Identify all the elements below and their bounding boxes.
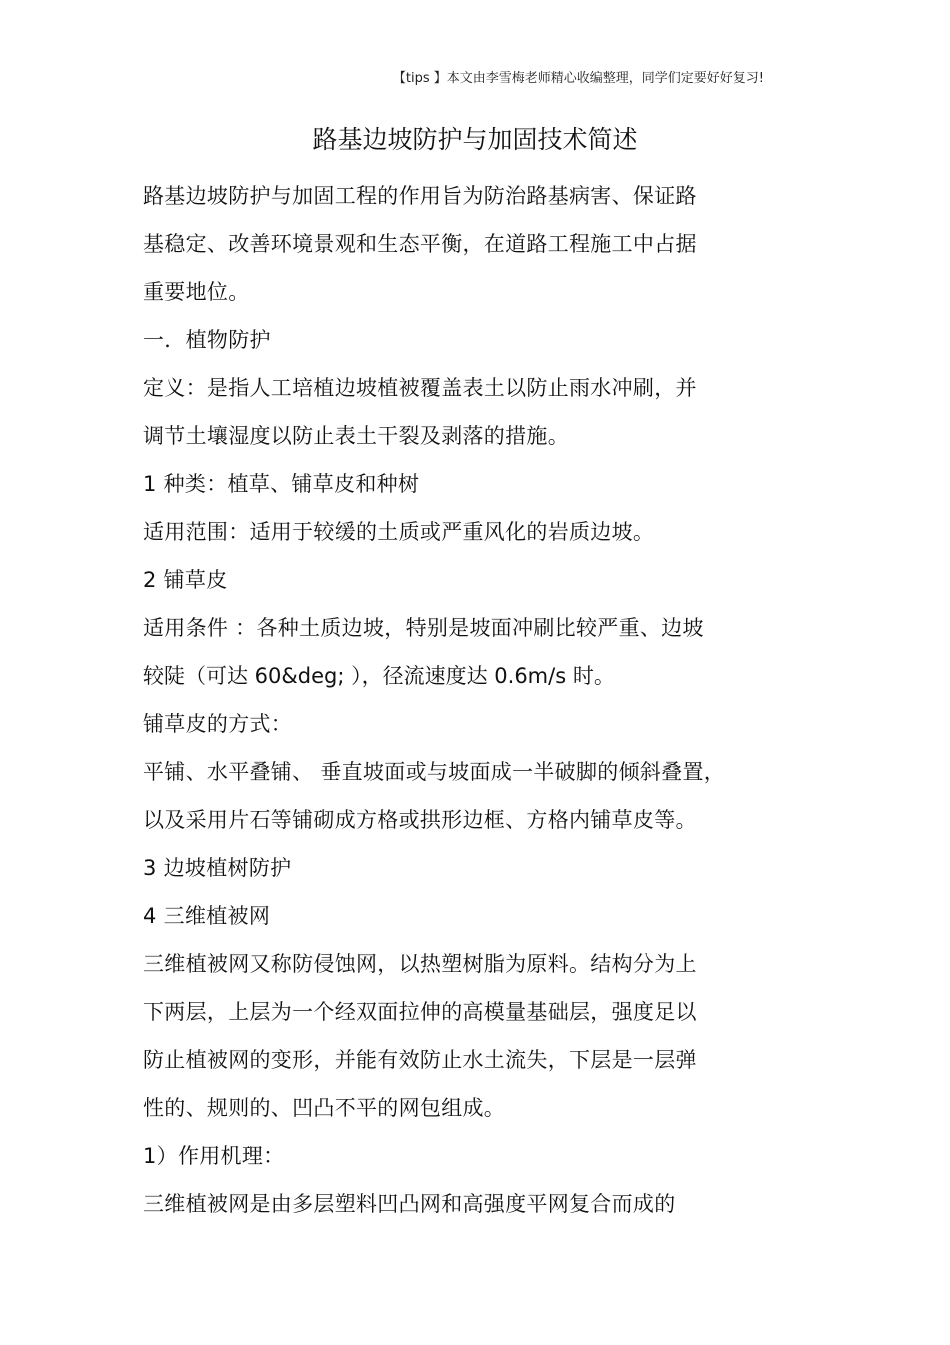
document-title: 路基边坡防护与加固技术简述 — [312, 125, 638, 154]
subsection-heading: 1 种类：植草、铺草皮和种树 — [143, 472, 420, 496]
paragraph-line: 铺草皮的方式： — [143, 712, 293, 736]
section-heading: 一．植物防护 — [143, 328, 271, 352]
paragraph-line: 基稳定、改善环境景观和生态平衡，在道路工程施工中占据 — [143, 232, 697, 256]
paragraph-line: 三维植被网又称防侵蚀网，以热塑树脂为原料。结构分为上 — [143, 952, 697, 976]
paragraph-line: 定义：是指人工培植边坡植被覆盖表土以防止雨水冲刷，并 — [143, 376, 697, 400]
paragraph-line: 三维植被网是由多层塑料凹凸网和高强度平网复合而成的 — [143, 1192, 676, 1216]
paragraph-line: 性的、规则的、凹凸不平的网包组成。 — [143, 1096, 506, 1120]
paragraph-line: 下两层，上层为一个经双面拉伸的高模量基础层，强度足以 — [143, 1000, 697, 1024]
paragraph-line: 防止植被网的变形，并能有效防止水土流失，下层是一层弹 — [143, 1048, 697, 1072]
paragraph-line: 重要地位。 — [143, 280, 250, 304]
paragraph-line: 以及采用片石等铺砌成方格或拱形边框、方格内铺草皮等。 — [143, 808, 697, 832]
subsection-heading: 1）作用机理： — [143, 1144, 285, 1168]
paragraph-line: 适用范围：适用于较缓的土质或严重风化的岩质边坡。 — [143, 520, 655, 544]
paragraph-line: 适用条件 ：各种土质边坡，特别是坡面冲刷比较严重、边坡 — [143, 616, 704, 640]
paragraph-line: 调节土壤湿度以防止表土干裂及剥落的措施。 — [143, 424, 569, 448]
document-body — [143, 172, 763, 1228]
tips-header: 【tips 】本文由李雪梅老师精心收编整理，同学们定要好好复习! — [392, 71, 764, 86]
subsection-heading: 2 铺草皮 — [143, 568, 228, 592]
paragraph-line: 平铺、水平叠铺、 垂直坡面或与坡面成一半破脚的倾斜叠置， — [143, 760, 726, 784]
paragraph-line: 路基边坡防护与加固工程的作用旨为防治路基病害、保证路 — [143, 184, 697, 208]
subsection-heading: 4 三维植被网 — [143, 904, 271, 928]
paragraph-line: 较陡（可达 60&deg; ），径流速度达 0.6m/s 时。 — [143, 664, 615, 688]
subsection-heading: 3 边坡植树防护 — [143, 856, 292, 880]
